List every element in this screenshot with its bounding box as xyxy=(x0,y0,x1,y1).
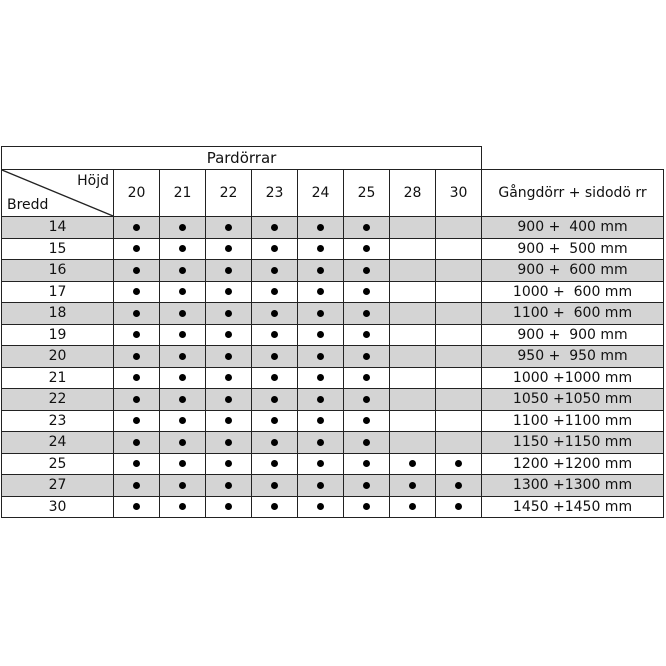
availability-cell xyxy=(252,453,298,475)
availability-cell xyxy=(252,346,298,368)
availability-cell xyxy=(390,346,436,368)
availability-dot xyxy=(317,460,324,467)
height-header: 30 xyxy=(436,170,482,217)
availability-cell xyxy=(206,367,252,389)
availability-cell xyxy=(344,389,390,411)
availability-cell xyxy=(344,324,390,346)
availability-cell xyxy=(114,281,160,303)
availability-cell xyxy=(252,475,298,497)
width-cell: 23 xyxy=(2,410,114,432)
availability-cell xyxy=(390,303,436,325)
availability-cell xyxy=(252,238,298,260)
table-row xyxy=(2,475,664,497)
availability-cell xyxy=(206,432,252,454)
availability-dot xyxy=(271,439,278,446)
availability-cell xyxy=(252,303,298,325)
availability-dot xyxy=(225,267,232,274)
availability-dot xyxy=(179,482,186,489)
availability-dot xyxy=(317,374,324,381)
availability-cell xyxy=(344,367,390,389)
availability-cell xyxy=(298,217,344,239)
availability-cell xyxy=(344,432,390,454)
table-body xyxy=(2,217,664,518)
door-size-cell: 1050 +1050 mm xyxy=(482,389,664,411)
availability-cell xyxy=(114,217,160,239)
availability-cell xyxy=(390,281,436,303)
availability-cell xyxy=(114,432,160,454)
availability-dot xyxy=(179,503,186,510)
availability-dot xyxy=(363,503,370,510)
availability-cell xyxy=(160,389,206,411)
availability-cell xyxy=(344,260,390,282)
table-row xyxy=(2,453,664,475)
availability-dot xyxy=(133,374,140,381)
availability-dot xyxy=(363,417,370,424)
availability-dot xyxy=(133,482,140,489)
door-size-header: Gångdörr + sidodö rr xyxy=(482,170,664,217)
availability-cell xyxy=(390,432,436,454)
corner-label-width: Bredd xyxy=(7,197,49,213)
availability-dot xyxy=(409,503,416,510)
table-row xyxy=(2,410,664,432)
availability-dot xyxy=(225,503,232,510)
availability-cell xyxy=(252,432,298,454)
availability-dot xyxy=(179,439,186,446)
availability-cell xyxy=(344,238,390,260)
availability-dot xyxy=(271,482,278,489)
availability-dot xyxy=(317,331,324,338)
availability-cell xyxy=(206,260,252,282)
availability-dot xyxy=(133,460,140,467)
door-size-cell: 1100 + 600 mm xyxy=(482,303,664,325)
availability-cell xyxy=(160,260,206,282)
door-size-cell: 1150 +1150 mm xyxy=(482,432,664,454)
availability-cell xyxy=(114,410,160,432)
availability-dot xyxy=(363,439,370,446)
availability-dot xyxy=(133,353,140,360)
availability-dot xyxy=(317,310,324,317)
availability-cell xyxy=(436,238,482,260)
availability-cell xyxy=(114,496,160,518)
group-title: Pardörrar xyxy=(2,147,482,170)
availability-cell xyxy=(114,367,160,389)
availability-dot xyxy=(271,310,278,317)
availability-dot xyxy=(409,460,416,467)
availability-cell xyxy=(160,367,206,389)
availability-cell xyxy=(114,346,160,368)
availability-cell xyxy=(390,453,436,475)
height-header: 21 xyxy=(160,170,206,217)
availability-cell xyxy=(344,346,390,368)
availability-dot xyxy=(363,331,370,338)
availability-cell xyxy=(298,260,344,282)
availability-cell xyxy=(436,410,482,432)
door-size-cell: 1000 + 600 mm xyxy=(482,281,664,303)
availability-cell xyxy=(344,303,390,325)
availability-dot xyxy=(317,396,324,403)
width-cell: 15 xyxy=(2,238,114,260)
availability-cell xyxy=(390,324,436,346)
availability-dot xyxy=(225,353,232,360)
availability-dot xyxy=(455,482,462,489)
availability-cell xyxy=(390,389,436,411)
availability-cell xyxy=(390,475,436,497)
availability-dot xyxy=(363,267,370,274)
availability-cell xyxy=(160,238,206,260)
door-size-cell: 950 + 950 mm xyxy=(482,346,664,368)
availability-cell xyxy=(160,324,206,346)
availability-dot xyxy=(271,353,278,360)
availability-cell xyxy=(114,260,160,282)
availability-cell xyxy=(390,367,436,389)
availability-cell xyxy=(252,260,298,282)
door-size-table xyxy=(1,146,664,518)
availability-cell xyxy=(252,217,298,239)
availability-cell xyxy=(436,496,482,518)
availability-dot xyxy=(363,224,370,231)
width-cell: 20 xyxy=(2,346,114,368)
availability-cell xyxy=(298,453,344,475)
availability-cell xyxy=(298,346,344,368)
availability-dot xyxy=(317,353,324,360)
height-header: 23 xyxy=(252,170,298,217)
availability-cell xyxy=(206,217,252,239)
availability-dot xyxy=(179,224,186,231)
door-size-cell: 900 + 400 mm xyxy=(482,217,664,239)
availability-cell xyxy=(436,324,482,346)
availability-cell xyxy=(298,303,344,325)
availability-cell xyxy=(436,453,482,475)
availability-dot xyxy=(225,331,232,338)
door-size-cell: 900 + 900 mm xyxy=(482,324,664,346)
availability-cell xyxy=(298,238,344,260)
availability-dot xyxy=(225,224,232,231)
width-cell: 17 xyxy=(2,281,114,303)
availability-cell xyxy=(298,475,344,497)
table-header xyxy=(2,147,664,217)
availability-dot xyxy=(133,503,140,510)
availability-dot xyxy=(133,245,140,252)
availability-cell xyxy=(252,367,298,389)
availability-dot xyxy=(271,417,278,424)
availability-dot xyxy=(271,245,278,252)
table-row xyxy=(2,346,664,368)
availability-dot xyxy=(179,460,186,467)
table-row xyxy=(2,238,664,260)
availability-dot xyxy=(179,374,186,381)
availability-cell xyxy=(344,453,390,475)
availability-cell xyxy=(298,324,344,346)
door-size-cell: 1100 +1100 mm xyxy=(482,410,664,432)
availability-dot xyxy=(179,353,186,360)
availability-cell xyxy=(298,496,344,518)
availability-cell xyxy=(114,303,160,325)
availability-cell xyxy=(390,217,436,239)
availability-dot xyxy=(317,503,324,510)
door-size-cell: 1000 +1000 mm xyxy=(482,367,664,389)
table-row xyxy=(2,217,664,239)
availability-cell xyxy=(160,410,206,432)
availability-dot xyxy=(363,460,370,467)
availability-cell xyxy=(344,281,390,303)
availability-cell xyxy=(436,346,482,368)
height-header: 25 xyxy=(344,170,390,217)
availability-dot xyxy=(271,267,278,274)
availability-cell xyxy=(344,410,390,432)
availability-dot xyxy=(363,310,370,317)
header-group-row xyxy=(2,147,664,170)
availability-cell xyxy=(160,303,206,325)
availability-dot xyxy=(179,310,186,317)
availability-cell xyxy=(160,217,206,239)
availability-dot xyxy=(133,288,140,295)
width-cell: 27 xyxy=(2,475,114,497)
availability-dot xyxy=(363,353,370,360)
width-cell: 14 xyxy=(2,217,114,239)
availability-cell xyxy=(206,346,252,368)
availability-cell xyxy=(436,260,482,282)
table-row xyxy=(2,281,664,303)
availability-dot xyxy=(225,417,232,424)
availability-cell xyxy=(114,389,160,411)
availability-cell xyxy=(252,389,298,411)
availability-cell xyxy=(390,260,436,282)
availability-dot xyxy=(363,482,370,489)
availability-dot xyxy=(133,267,140,274)
availability-cell xyxy=(436,303,482,325)
availability-cell xyxy=(298,410,344,432)
table-row xyxy=(2,367,664,389)
availability-cell xyxy=(298,281,344,303)
availability-dot xyxy=(363,245,370,252)
availability-dot xyxy=(363,374,370,381)
availability-dot xyxy=(225,245,232,252)
availability-cell xyxy=(436,389,482,411)
availability-cell xyxy=(390,238,436,260)
availability-dot xyxy=(225,288,232,295)
availability-dot xyxy=(225,374,232,381)
header-spacer xyxy=(482,147,664,170)
corner-label-height: Höjd xyxy=(77,173,109,189)
availability-cell xyxy=(160,453,206,475)
availability-cell xyxy=(114,324,160,346)
availability-cell xyxy=(206,303,252,325)
width-cell: 19 xyxy=(2,324,114,346)
availability-cell xyxy=(436,432,482,454)
availability-cell xyxy=(206,389,252,411)
availability-dot xyxy=(133,310,140,317)
availability-dot xyxy=(317,224,324,231)
availability-dot xyxy=(409,482,416,489)
width-cell: 21 xyxy=(2,367,114,389)
availability-dot xyxy=(179,288,186,295)
availability-dot xyxy=(317,245,324,252)
availability-dot xyxy=(179,245,186,252)
availability-cell xyxy=(114,475,160,497)
availability-dot xyxy=(225,482,232,489)
table-row xyxy=(2,389,664,411)
availability-cell xyxy=(114,238,160,260)
availability-cell xyxy=(436,475,482,497)
availability-dot xyxy=(179,396,186,403)
width-cell: 18 xyxy=(2,303,114,325)
availability-dot xyxy=(133,417,140,424)
door-size-cell: 900 + 600 mm xyxy=(482,260,664,282)
availability-dot xyxy=(317,288,324,295)
height-header: 20 xyxy=(114,170,160,217)
door-size-cell: 900 + 500 mm xyxy=(482,238,664,260)
availability-cell xyxy=(160,432,206,454)
availability-dot xyxy=(271,503,278,510)
availability-cell xyxy=(160,281,206,303)
height-header: 28 xyxy=(390,170,436,217)
width-cell: 22 xyxy=(2,389,114,411)
height-header: 22 xyxy=(206,170,252,217)
availability-cell xyxy=(206,496,252,518)
availability-dot xyxy=(133,331,140,338)
availability-dot xyxy=(225,396,232,403)
availability-dot xyxy=(317,482,324,489)
door-size-cell: 1300 +1300 mm xyxy=(482,475,664,497)
availability-cell xyxy=(160,475,206,497)
availability-dot xyxy=(363,288,370,295)
availability-dot xyxy=(179,331,186,338)
availability-cell xyxy=(390,410,436,432)
availability-dot xyxy=(179,417,186,424)
door-size-cell: 1450 +1450 mm xyxy=(482,496,664,518)
height-header: 24 xyxy=(298,170,344,217)
availability-cell xyxy=(298,432,344,454)
availability-dot xyxy=(271,288,278,295)
availability-dot xyxy=(133,224,140,231)
availability-cell xyxy=(160,346,206,368)
table-row xyxy=(2,432,664,454)
availability-cell xyxy=(206,238,252,260)
availability-cell xyxy=(252,281,298,303)
availability-dot xyxy=(455,503,462,510)
door-size-cell: 1200 +1200 mm xyxy=(482,453,664,475)
availability-dot xyxy=(271,396,278,403)
width-cell: 30 xyxy=(2,496,114,518)
availability-cell xyxy=(344,496,390,518)
availability-cell xyxy=(114,453,160,475)
table-row xyxy=(2,303,664,325)
availability-dot xyxy=(271,374,278,381)
corner-cell xyxy=(2,170,114,217)
table-row xyxy=(2,324,664,346)
availability-dot xyxy=(317,267,324,274)
header-column-row xyxy=(2,170,664,217)
availability-dot xyxy=(271,460,278,467)
availability-cell xyxy=(436,281,482,303)
availability-dot xyxy=(133,439,140,446)
availability-cell xyxy=(252,324,298,346)
availability-cell xyxy=(206,281,252,303)
availability-dot xyxy=(271,331,278,338)
availability-cell xyxy=(206,475,252,497)
availability-dot xyxy=(225,460,232,467)
availability-dot xyxy=(225,310,232,317)
availability-cell xyxy=(390,496,436,518)
availability-dot xyxy=(363,396,370,403)
availability-dot xyxy=(271,224,278,231)
availability-cell xyxy=(252,496,298,518)
availability-cell xyxy=(252,410,298,432)
availability-cell xyxy=(436,217,482,239)
availability-dot xyxy=(317,439,324,446)
width-cell: 25 xyxy=(2,453,114,475)
availability-dot xyxy=(133,396,140,403)
table-row xyxy=(2,496,664,518)
availability-cell xyxy=(344,217,390,239)
availability-dot xyxy=(317,417,324,424)
availability-cell xyxy=(298,389,344,411)
availability-cell xyxy=(344,475,390,497)
table-row xyxy=(2,260,664,282)
availability-dot xyxy=(225,439,232,446)
availability-cell xyxy=(298,367,344,389)
width-cell: 24 xyxy=(2,432,114,454)
availability-cell xyxy=(206,453,252,475)
availability-dot xyxy=(179,267,186,274)
availability-cell xyxy=(436,367,482,389)
availability-cell xyxy=(160,496,206,518)
availability-cell xyxy=(206,410,252,432)
availability-dot xyxy=(455,460,462,467)
width-cell: 16 xyxy=(2,260,114,282)
availability-cell xyxy=(206,324,252,346)
